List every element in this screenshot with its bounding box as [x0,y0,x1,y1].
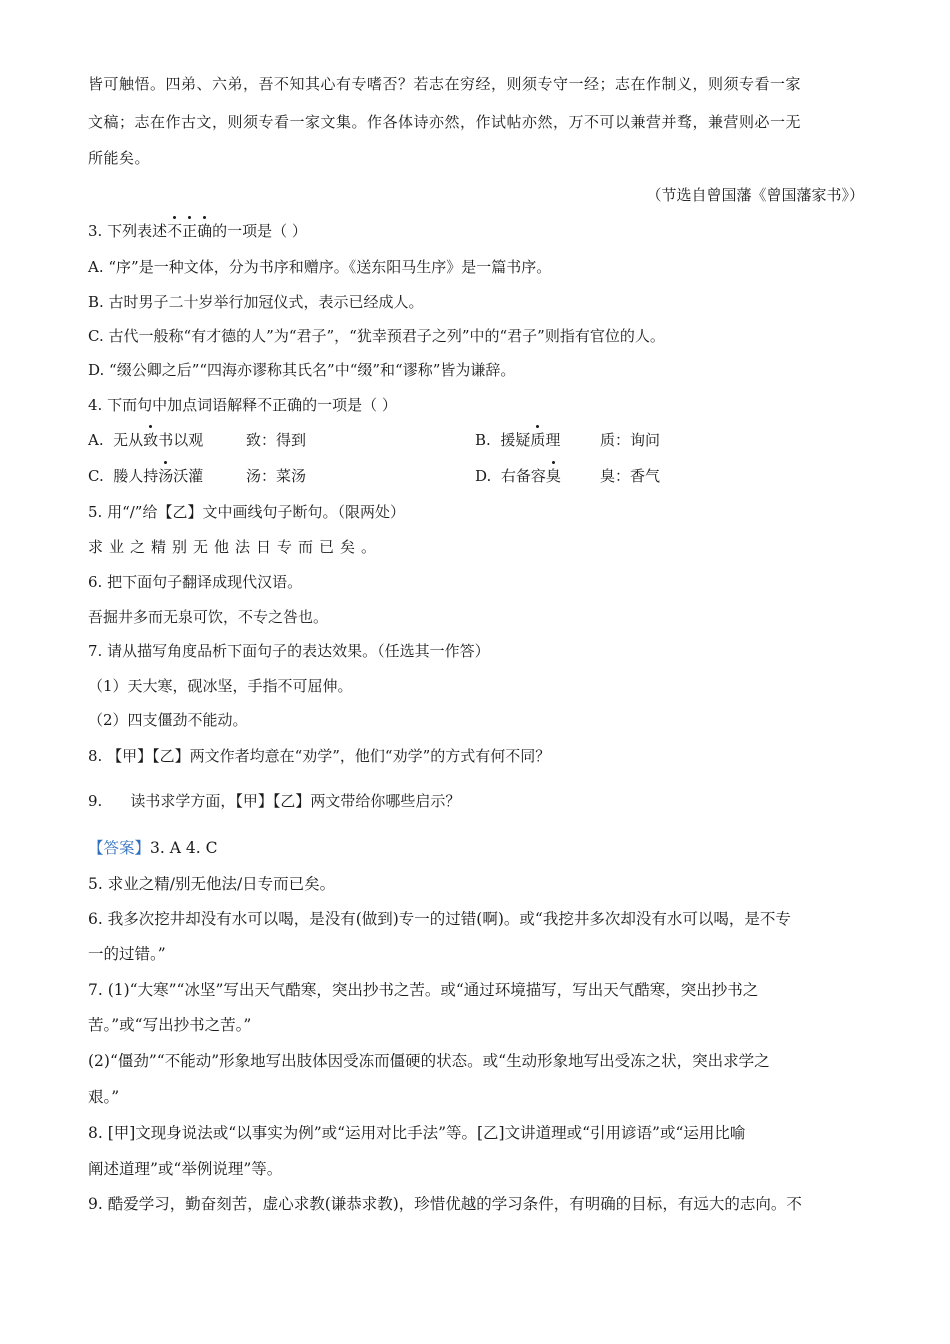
passage-source: （节选自曾国藩《曾国藩家书》） [646,186,864,204]
question-4-option-d: D. 右备容臭 [475,467,561,485]
answer-line: (2)“僵劲”“不能动”形象地写出肢体因受冻而僵硬的状态。或“生动形象地写出受冻之状，突出求学之 [88,1052,770,1070]
question-4-gloss-b: 质：询问 [600,431,661,449]
question-3-stem: 3. 下列表述不正确的一项是（ ） [88,222,307,240]
answer-tag: 【答案】 [88,839,151,857]
question-5-sentence: 求业之精别无他法日专而已矣。 [88,538,383,556]
question-8-stem: 8. 【甲】【乙】两文作者均意在“劝学”，他们“劝学”的方式有何不同？ [88,747,551,765]
question-4-gloss-a: 致：得到 [246,431,307,449]
question-4-stem: 4. 下而句中加点词语解释不正确的一项是（ ） [88,396,397,414]
question-4-option-b: B. 援疑质理 [475,431,561,449]
question-7-stem: 7. 请从描写角度品析下面句子的表达效果。（任选其一作答） [88,642,490,660]
question-3-option-d: D. “缀公卿之后”“四海亦谬称其氏名”中“缀”和“谬称”皆为谦辞。 [88,361,516,379]
question-7-item-1: （1）天大寒，砚冰坚，手指不可屈伸。 [88,677,353,695]
answer-line: 8. [甲]文现身说法或“以事实为例”或“运用对比手法”等。[乙]文讲道理或“引用谚语”或“运用比喻 [88,1124,746,1142]
answer-line: 艰。” [88,1088,120,1106]
question-6-sentence: 吾掘井多而无泉可饮，不专之咎也。 [88,608,329,626]
question-6-stem: 6. 把下面句子翻译成现代汉语。 [88,573,303,591]
question-5-stem: 5. 用“/”给【乙】文中画线句子断句。（限两处） [88,503,405,521]
question-4-gloss-c: 汤：菜汤 [246,467,307,485]
answer-line: 5. 求业之精/别无他法/日专而已矣。 [88,875,336,893]
passage-line: 所能矣。 [88,149,151,167]
question-7-item-2: （2）四支僵劲不能动。 [88,711,248,729]
question-9-stem: 9. 读书求学方面，【甲】【乙】两文带给你哪些启示？ [88,792,461,810]
answer-line: 苦。”或“写出抄书之苦。” [88,1016,252,1034]
question-3-option-c: C. 古代一般称“有才德的人”为“君子”，“犹幸预君子之列”中的“君子”则指有官位的人。 [88,327,665,345]
question-4-gloss-d: 臭：香气 [600,467,661,485]
question-3-option-a: A. “序”是一种文体，分为书序和赠序。《送东阳马生序》是一篇书序。 [88,258,552,276]
passage-line: 皆可触悟。四弟、六弟，吾不知其心有专嗜否？若志在穷经，则须专守一经；志在作制义，则须专看一家 [88,75,802,93]
question-4-option-a: A. 无从致书以观 [88,431,204,449]
answer-line: 阐述道理”或“举例说理”等。 [88,1160,283,1178]
passage-line: 文稿；志在作古文，则须专看一家文集。作各体诗亦然，作试帖亦然，万不可以兼营并骛，兼营则必一无 [88,113,802,131]
answer-line: 9. 酷爱学习，勤奋刻苦，虚心求教(谦恭求教)，珍惜优越的学习条件，有明确的目标，有远大的志向。不 [88,1195,802,1213]
answer-header: 【答案】3. A 4. C [88,839,218,857]
answer-line: 6. 我多次挖井却没有水可以喝，是没有(做到)专一的过错(啊)。或“我挖井多次却没有水可以喝，是不专 [88,910,791,928]
answer-line: 7. (1)“大寒”“冰坚”写出天气酷寒，突出抄书之苦。或“通过环境描写，写出天气酷寒，突出抄书之 [88,981,759,999]
question-3-option-b: B. 古时男子二十岁举行加冠仪式，表示已经成人。 [88,293,424,311]
answer-line: 一的过错。” [88,945,166,963]
question-4-option-c: C. 媵人持汤沃灌 [88,467,204,485]
